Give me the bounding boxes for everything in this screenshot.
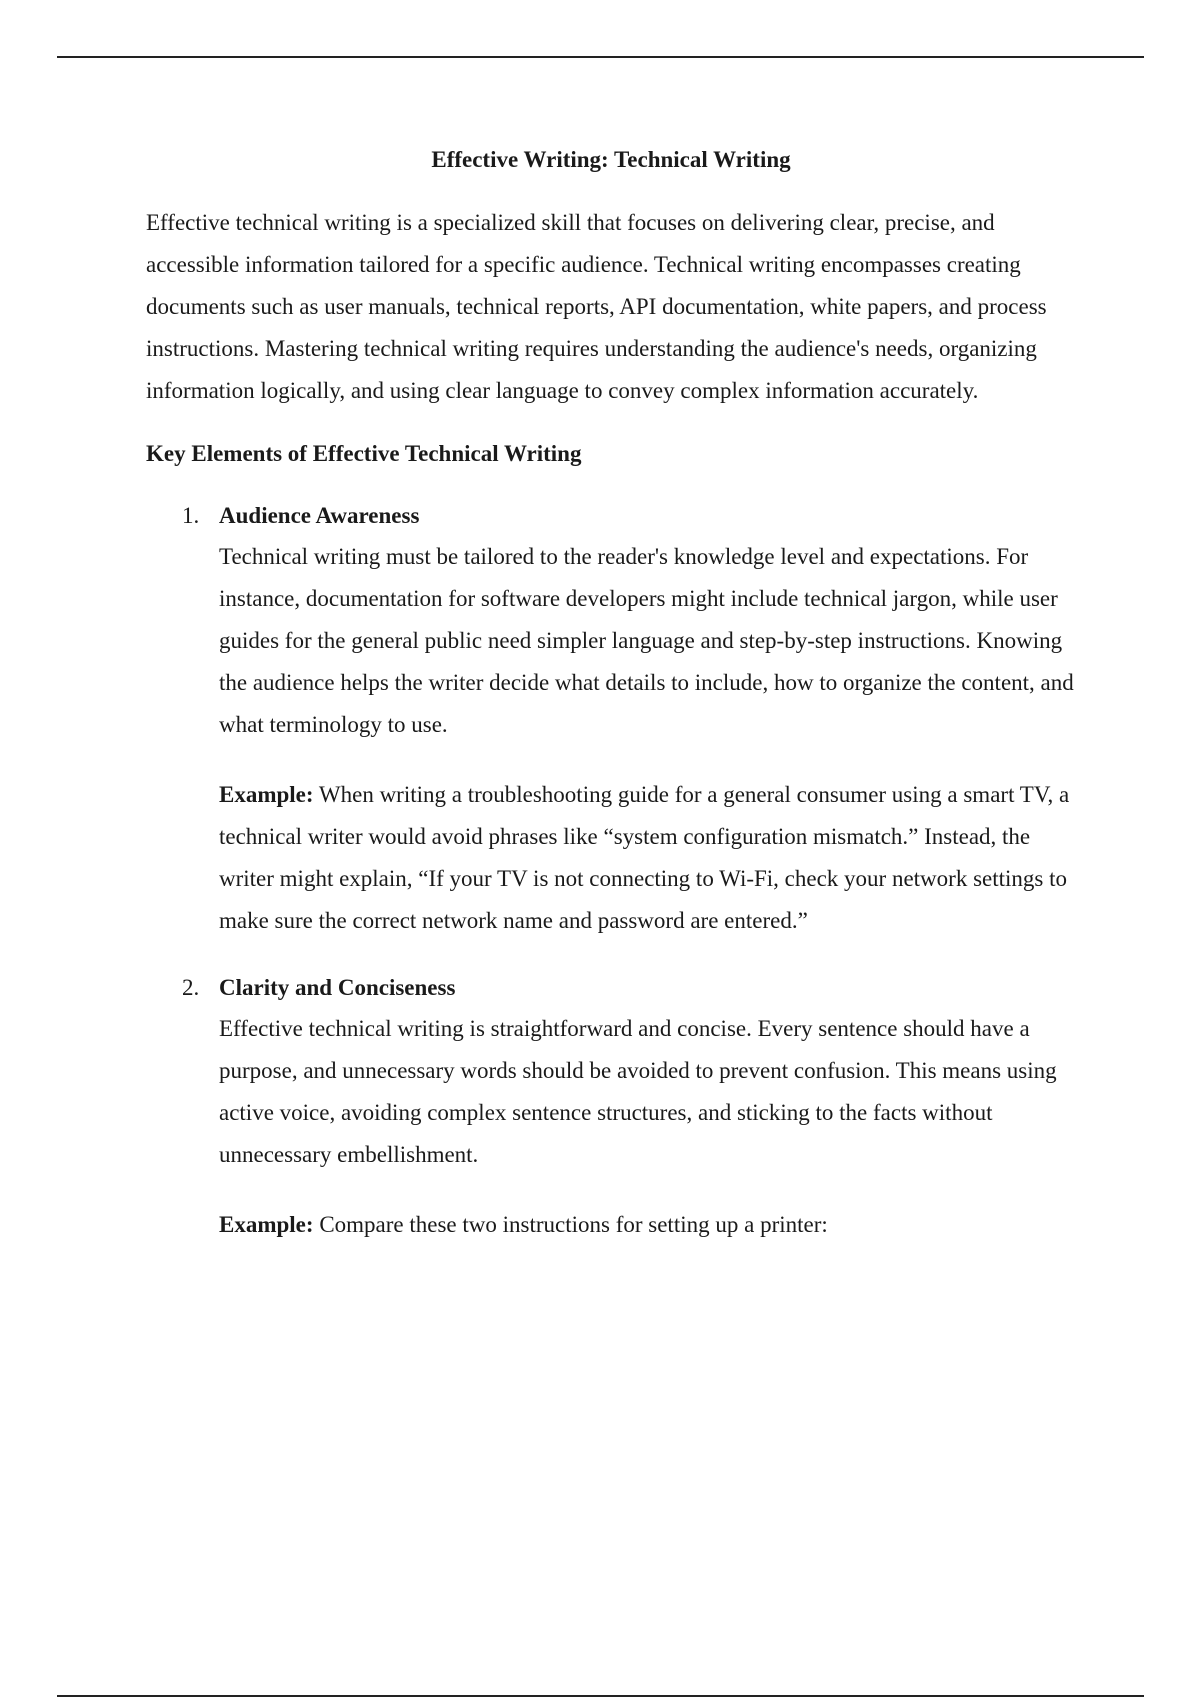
section-heading: Key Elements of Effective Technical Writing [146,441,582,466]
document-body [146,140,1076,1272]
example-label: Example: [219,1212,314,1237]
example-label: Example: [219,782,314,807]
item-title: Audience Awareness [219,503,420,528]
key-elements-list [146,496,1076,1246]
list-item [146,496,1076,942]
list-number: 2. [182,975,200,1000]
item-example [219,774,1076,942]
top-rule [57,56,1144,58]
item-text: Effective technical writing is straightforward and concise. Every sentence should have a purpose, and unnecessary words should be avoided to prevent confusion. This means using active voice, avoiding complex sentence structures, and sticking to the facts without unnecessary embellishment. [219,1016,1057,1167]
item-title: Clarity and Conciseness [219,975,456,1000]
intro-paragraph: Effective technical writing is a specialized skill that focuses on delivering clear, precise, and accessible information tailored for a specific audience. Technical writing encompasses creating documents such as user manuals, technical reports, API documentation, white papers, and process instructions. Mastering technical writing requires understanding the audience's needs, organizing information logically, and using clear language to convey complex information accurately. [146,210,1047,403]
bottom-rule [57,1695,1144,1697]
list-item [146,968,1076,1246]
example-text: Compare these two instructions for setting up a printer: [313,1212,828,1237]
list-number: 1. [182,503,200,528]
example-text: When writing a troubleshooting guide for a general consumer using a smart TV, a technical writer would avoid phrases like “system configuration mismatch.” Instead, the writer might explain, “If your TV is not connecting to Wi-Fi, check your network settings to make sure the correct network name and password are entered.” [219,782,1070,933]
document-title: Effective Writing: Technical Writing [431,147,791,172]
item-example [219,1204,1076,1246]
item-text: Technical writing must be tailored to the reader's knowledge level and expectations. For instance, documentation for software developers might include technical jargon, while user guides for the general public need simpler language and step-by-step instructions. Knowing the audience helps the writer decide what details to include, how to organize the content, and what terminology to use. [219,544,1074,737]
